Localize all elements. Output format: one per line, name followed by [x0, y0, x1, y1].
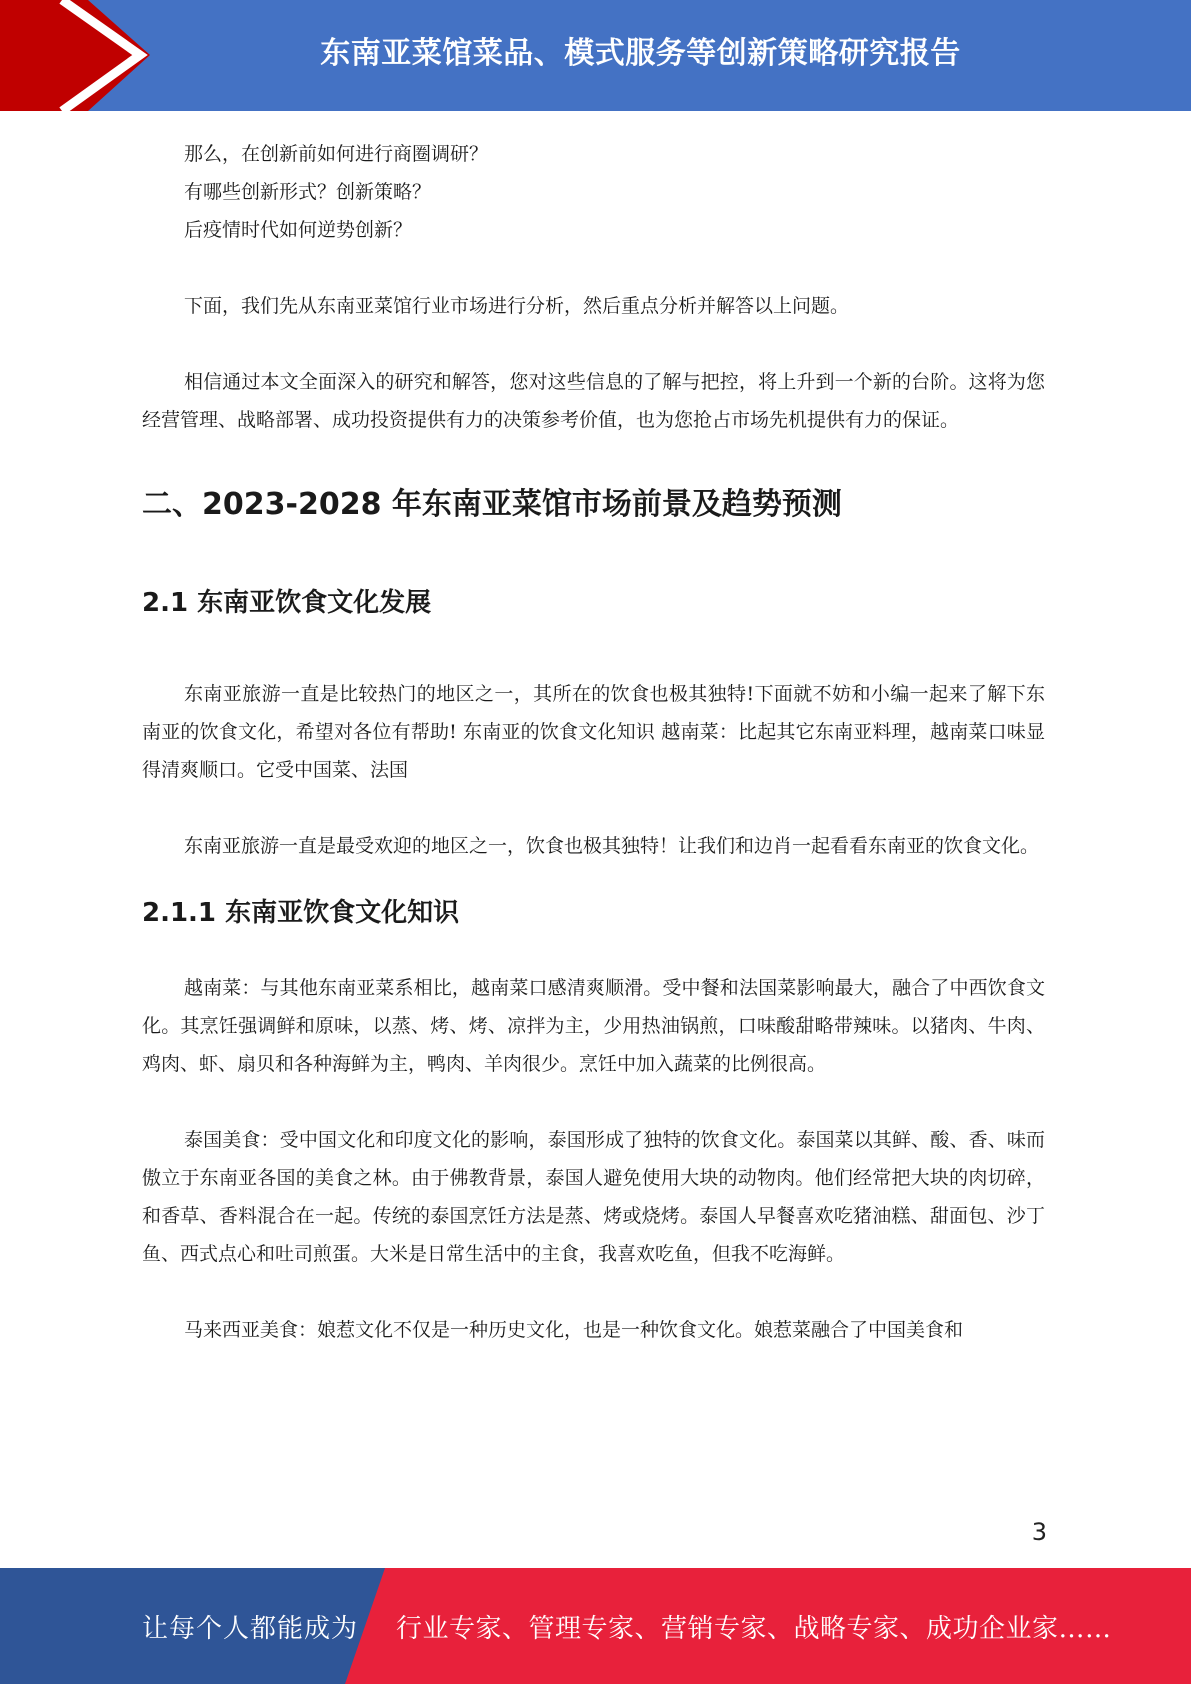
section-2-1-1-paragraph-2: 泰国美食：受中国文化和印度文化的影响，泰国形成了独特的饮食文化。泰国菜以其鲜、酸、香、味而傲立于东南亚各国的美食之林。由于佛教背景，泰国人避免使用大块的动物肉。他们经常把大块的肉切碎，和香草、香料混合在一起。传统的泰国烹饪方法是蒸、烤或烧烤。泰国人早餐喜欢吃猪油糕、甜面包、沙丁鱼、西式点心和吐司煎蛋。大米是日常生活中的主食，我喜欢吃鱼，但我不吃海鲜。 — [142, 1129, 1045, 1265]
header-arrow-icon — [0, 0, 160, 111]
section-2-1-paragraph-1: 东南亚旅游一直是比较热门的地区之一，其所在的饮食也极其独特!下面就不妨和小编一起来了解下东南亚的饮食文化，希望对各位有帮助! 东南亚的饮食文化知识 越南菜：比起其它东南亚料理，越南菜口味显得清爽顺口。它受中国菜、法国 — [142, 683, 1045, 781]
footer-slogan-right: 行业专家、管理专家、营销专家、战略专家、成功企业家…… — [396, 1613, 1112, 1644]
intro-question-2: 有哪些创新形式？创新策略？ — [184, 181, 432, 203]
header-title: 东南亚菜馆菜品、模式服务等创新策略研究报告 — [320, 36, 961, 71]
section-2-1-heading: 2.1 东南亚饮食文化发展 — [142, 588, 432, 618]
footer-banner — [0, 1568, 1191, 1684]
page-content — [142, 135, 1045, 1349]
intro-question-1: 那么，在创新前如何进行商圈调研？ — [184, 143, 489, 165]
header-banner — [0, 0, 1191, 111]
page-number: 3 — [1031, 1518, 1047, 1546]
section-2-1-paragraph-2: 东南亚旅游一直是最受欢迎的地区之一，饮食也极其独特！让我们和边肖一起看看东南亚的饮食文化。 — [184, 835, 1040, 857]
intro-paragraph-1: 下面，我们先从东南亚菜馆行业市场进行分析，然后重点分析并解答以上问题。 — [184, 295, 850, 317]
section-2-1-1-heading: 2.1.1 东南亚饮食文化知识 — [142, 898, 460, 928]
section-2-1-1-paragraph-3: 马来西亚美食：娘惹文化不仅是一种历史文化，也是一种饮食文化。娘惹菜融合了中国美食和 — [184, 1319, 964, 1341]
section-2-1-1-paragraph-1: 越南菜：与其他东南亚菜系相比，越南菜口感清爽顺滑。受中餐和法国菜影响最大，融合了中西饮食文化。其烹饪强调鲜和原味，以蒸、烤、烤、凉拌为主，少用热油锅煎，口味酸甜略带辣味。以猪肉、牛肉、鸡肉、虾、扇贝和各种海鲜为主，鸭肉、羊肉很少。烹饪中加入蔬菜的比例很高。 — [142, 977, 1045, 1075]
intro-question-3: 后疫情时代如何逆势创新？ — [184, 219, 413, 241]
section-2-heading: 二、2023-2028 年东南亚菜馆市场前景及趋势预测 — [142, 487, 842, 522]
footer-slogan-left: 让每个人都能成为 — [142, 1613, 359, 1644]
intro-paragraph-2: 相信通过本文全面深入的研究和解答，您对这些信息的了解与把控，将上升到一个新的台阶。这将为您经营管理、战略部署、成功投资提供有力的决策参考价值，也为您抢占市场先机提供有力的保证。 — [142, 371, 1045, 431]
